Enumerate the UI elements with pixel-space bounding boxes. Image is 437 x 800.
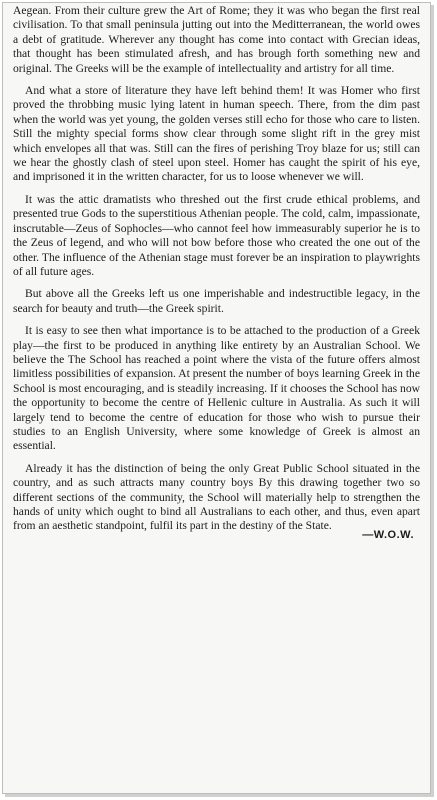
paragraph-greek-spirit: But above all the Greeks left us one imperishable and indestructible legacy, in the search for beauty and truth—the Greek spirit.	[13, 287, 420, 315]
author-signature: —W.O.W.	[362, 528, 414, 541]
paragraph-aegean: Aegean. From their culture grew the Art of Rome; they it was who began the first real civilisation. To that small peninsula jutting out into the Meditterranean, the world owes a debt of gratitude. Wherever any thought has come into contact with Grecian ideas, that thought has been stimulated afresh, and has brough forth something new and original. The Greeks will be the example of intellectuality and artistry for all time.	[13, 4, 420, 75]
paragraph-public-school: Already it has the distinction of being the only Great Public School situated in the country, and as such attracts many country boys By this drawing together two so different sections of the community, the School will materially help to strengthen the hands of unity which ought to bind all Australians to each other, and thus, even apart from an aesthetic standpoint, fulfil its part in the destiny of the State.	[13, 461, 420, 533]
paragraph-greek-play: It is easy to see then what importance is to be attached to the production of a Greek play—the first to be produced in anything like entirety by an Australian School. We believe the The School has reached a point where the vista of the future offers almost limitless possibilities of expansion. At present the number of boys learning Greek in the School is most encouraging, and is steadily increasing. If it chooses the School has now the opportunity to become the centre of Hellenic culture in Australia. As such it will largely tend to become the centre of education for those who wish to pursue their studies to an English University, where some knowledge of Greek is almost an essential.	[13, 324, 420, 453]
paragraph-literature: And what a store of literature they have left behind them! It was Homer who first proved the throbbing music lying latent in human speech. There, from the dim past when the world was yet young, the golden verses still echo for those who care to listen. Still the mighty special forms show clear through some slight rift in the grey mist which envelopes all that was. Still can the fires of perishing Troy blaze for us; still can we hear the ghostly clash of steel upon steel. Homer has caught the spirit of his eye, and imprisoned it in the written character, for us to loose whenever we will.	[13, 84, 420, 184]
paragraph-attic-dramatists: It was the attic dramatists who threshed out the first crude ethical problems, and presented true Gods to the superstitious Athenian people. The cold, calm, impassionate, inscrutable—Zeus of Sophocles—who cannot feel how immeasurably superior he is to the Zeus of legend, and who will not bow before those who created the one out of the other. The influence of the Athenian stage must forever be an inspiration to playwrights of all future ages.	[13, 192, 420, 278]
article-body	[13, 4, 420, 542]
newspaper-clipping	[2, 2, 431, 794]
